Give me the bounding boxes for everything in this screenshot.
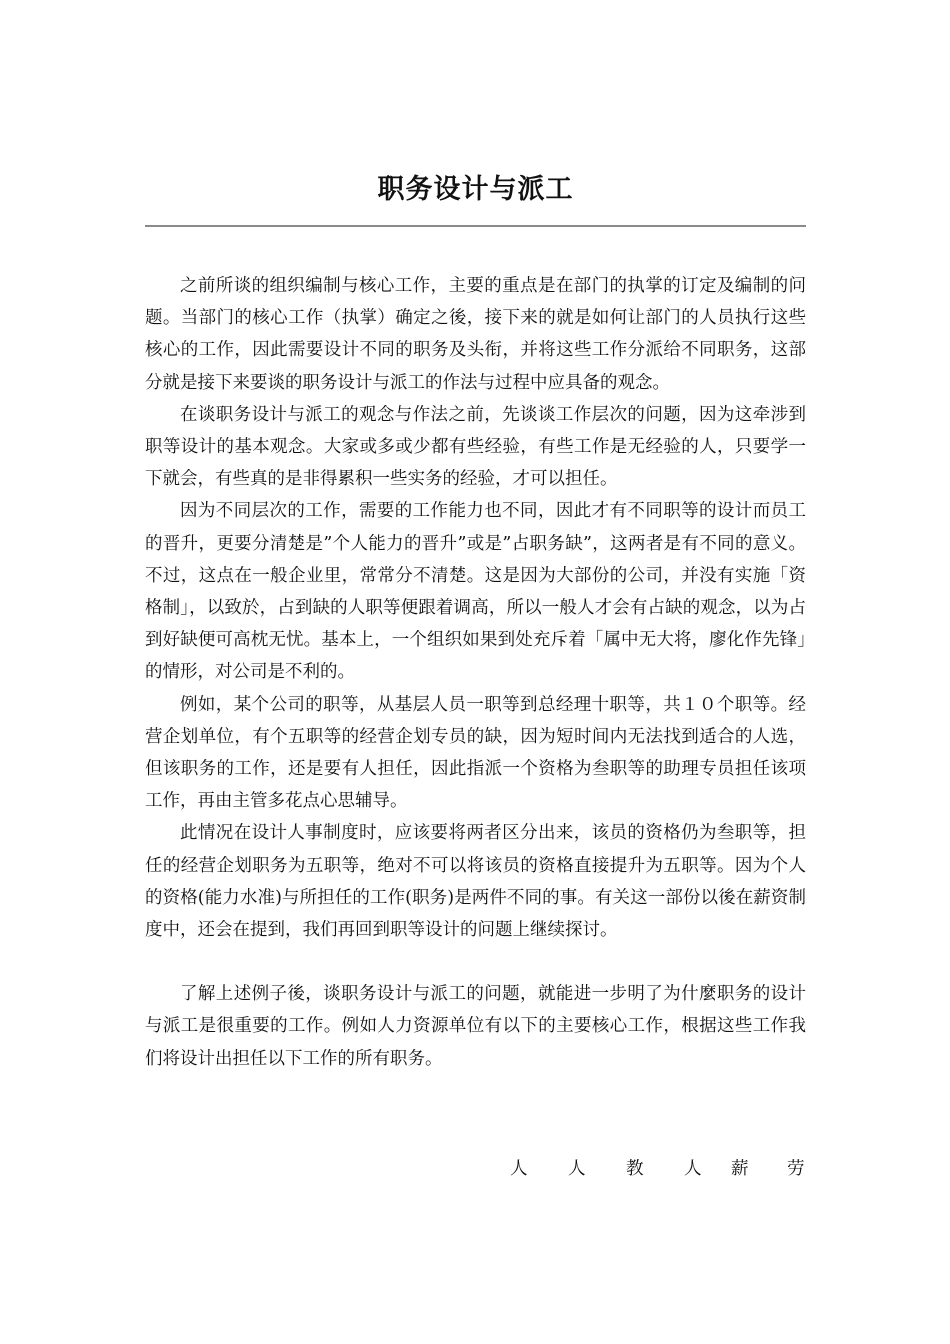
footer-char: 人 [510, 1159, 528, 1179]
footer-char: 人 [568, 1159, 586, 1179]
footer-watermark-line [145, 1153, 806, 1185]
paragraph: 了解上述例子後，谈职务设计与派工的问题，就能进一步明了为什麼职务的设计与派工是很重要的工作。例如人力资源单位有以下的主要核心工作，根据这些工作我们将设计出担任以下工作的所有职务。 [145, 984, 806, 1069]
paragraph: 在谈职务设计与派工的观念与作法之前，先谈谈工作层次的问题，因为这牵涉到职等设计的基本观念。大家或多或少都有些经验，有些工作是无经验的人，只要学一下就会，有些真的是非得累积一些实务的经验，才可以担任。 [145, 404, 806, 490]
paragraph: 此情况在设计人事制度时，应该要将两者区分出来，该员的资格仍为叁职等，担任的经营企划职务为五职等，绝对不可以将该员的资格直接提升为五职等。因为个人的资格(能力水准)与所担任的工作(职务)是两件不同的事。有关这一部份以後在薪资制度中，还会在提到，我们再回到职等设计的问题上继续探讨。 [145, 823, 806, 941]
paragraph: 例如，某个公司的职等，从基层人员一职等到总经理十职等，共１０个职等。经营企划单位，有个五职等的经营企划专员的缺，因为短时间内无法找到适合的人选，但该职务的工作，还是要有人担任，因此指派一个资格为叁职等的助理专员担任该项工作，再由主管多花点心思辅导。 [145, 694, 806, 812]
footer-char: 人 [684, 1159, 702, 1179]
footer-char: 薪 [731, 1159, 749, 1179]
title-divider [145, 225, 806, 227]
document-body [145, 270, 806, 1075]
footer-char: 劳 [787, 1159, 805, 1179]
paragraph: 因为不同层次的工作，需要的工作能力也不同，因此才有不同职等的设计而员工的晋升，更要分清楚是”个人能力的晋升”或是”占职务缺”，这两者是有不同的意义。不过，这点在一般企业里，常常分不清楚。这是因为大部份的公司，并没有实施「资格制」，以致於，占到缺的人职等便跟着调高，所以一般人才会有占缺的观念，以为占到好缺便可高枕无忧。基本上，一个组织如果到处充斥着「属中无大将，廖化作先锋」的情形，对公司是不利的。 [145, 501, 806, 683]
footer-char: 教 [626, 1159, 644, 1179]
document-title: 职务设计与派工 [377, 174, 574, 205]
paragraph: 之前所谈的组织编制与核心工作，主要的重点是在部门的执掌的订定及编制的问题。当部门的核心工作（执掌）确定之後，接下来的就是如何让部门的人员执行这些核心的工作，因此需要设计不同的职务及头衔，并将这些工作分派给不同职务，这部分就是接下来要谈的职务设计与派工的作法与过程中应具备的观念。 [145, 276, 806, 393]
